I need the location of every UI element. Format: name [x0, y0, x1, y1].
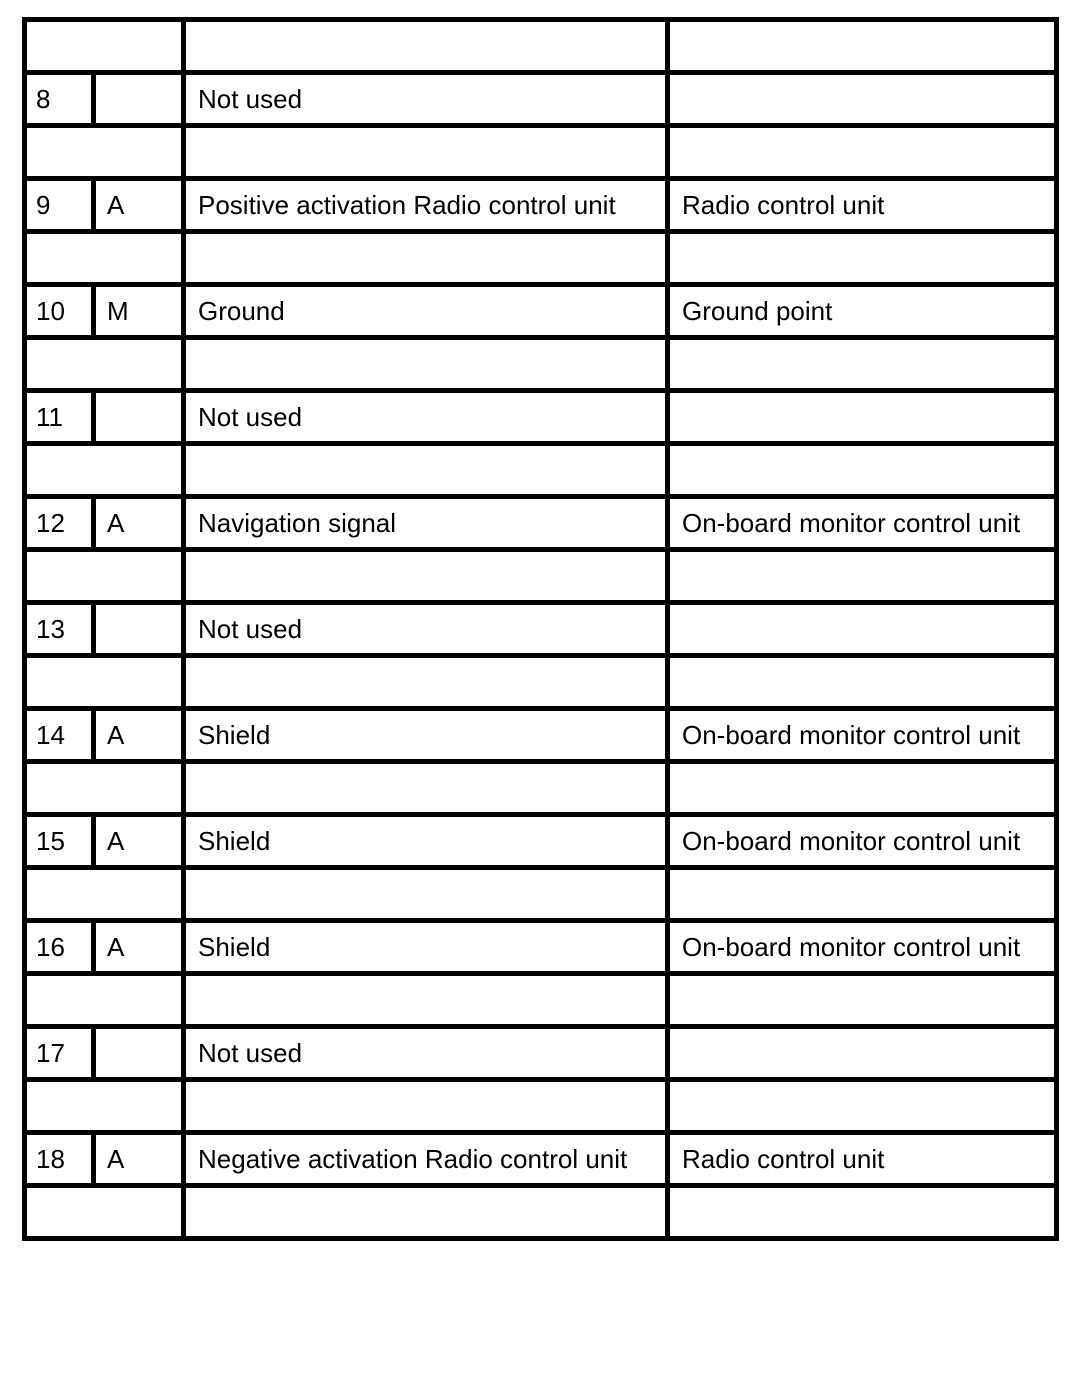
spacer-row [25, 762, 1057, 815]
spacer-cell [25, 974, 184, 1027]
description-cell: Negative activation Radio control unit [184, 1133, 668, 1186]
spacer-cell [668, 1186, 1057, 1239]
spacer-row [25, 338, 1057, 391]
spacer-cell [668, 550, 1057, 603]
spacer-cell [25, 1186, 184, 1239]
spacer-cell [184, 444, 668, 497]
connection-cell: On-board monitor control unit [668, 921, 1057, 974]
spacer-row [25, 868, 1057, 921]
pin-type-cell [94, 391, 184, 444]
spacer-cell [668, 20, 1057, 73]
spacer-cell [184, 974, 668, 1027]
spacer-cell [25, 656, 184, 709]
spacer-row [25, 550, 1057, 603]
description-cell: Shield [184, 921, 668, 974]
spacer-cell [25, 550, 184, 603]
spacer-cell [668, 1080, 1057, 1133]
table-row [25, 815, 1057, 868]
table-row [25, 179, 1057, 232]
pin-type-cell: M [94, 285, 184, 338]
spacer-cell [25, 868, 184, 921]
spacer-cell [184, 550, 668, 603]
connection-cell: On-board monitor control unit [668, 497, 1057, 550]
spacer-cell [668, 126, 1057, 179]
table-row [25, 1027, 1057, 1080]
table-row [25, 73, 1057, 126]
spacer-row [25, 444, 1057, 497]
table-row [25, 1133, 1057, 1186]
spacer-cell [184, 232, 668, 285]
description-cell: Positive activation Radio control unit [184, 179, 668, 232]
pin-type-cell [94, 1027, 184, 1080]
spacer-cell [184, 762, 668, 815]
spacer-cell [184, 20, 668, 73]
table-row [25, 603, 1057, 656]
spacer-row [25, 20, 1057, 73]
connection-cell: Radio control unit [668, 1133, 1057, 1186]
table-row [25, 497, 1057, 550]
description-cell: Ground [184, 285, 668, 338]
pin-number-cell: 16 [25, 921, 94, 974]
description-cell: Not used [184, 603, 668, 656]
spacer-cell [668, 974, 1057, 1027]
spacer-row [25, 1080, 1057, 1133]
table-body [25, 20, 1057, 1239]
pin-type-cell [94, 73, 184, 126]
spacer-cell [184, 868, 668, 921]
pin-type-cell: A [94, 815, 184, 868]
spacer-cell [668, 338, 1057, 391]
pin-assignment-table [22, 17, 1059, 1241]
pin-type-cell: A [94, 921, 184, 974]
spacer-cell [668, 444, 1057, 497]
spacer-cell [668, 762, 1057, 815]
spacer-cell [25, 1080, 184, 1133]
spacer-row [25, 1186, 1057, 1239]
description-cell: Not used [184, 73, 668, 126]
connection-cell [668, 391, 1057, 444]
spacer-row [25, 126, 1057, 179]
description-cell: Shield [184, 709, 668, 762]
description-cell: Not used [184, 391, 668, 444]
connection-cell [668, 603, 1057, 656]
connection-cell [668, 1027, 1057, 1080]
connection-cell [668, 73, 1057, 126]
spacer-cell [668, 232, 1057, 285]
spacer-cell [184, 338, 668, 391]
pin-number-cell: 14 [25, 709, 94, 762]
description-cell: Not used [184, 1027, 668, 1080]
spacer-cell [25, 232, 184, 285]
spacer-cell [184, 656, 668, 709]
connection-cell: On-board monitor control unit [668, 709, 1057, 762]
spacer-cell [25, 338, 184, 391]
description-cell: Shield [184, 815, 668, 868]
pin-number-cell: 12 [25, 497, 94, 550]
table-row [25, 391, 1057, 444]
pin-number-cell: 9 [25, 179, 94, 232]
pin-number-cell: 17 [25, 1027, 94, 1080]
spacer-cell [25, 126, 184, 179]
spacer-row [25, 656, 1057, 709]
description-cell: Navigation signal [184, 497, 668, 550]
spacer-cell [184, 1186, 668, 1239]
connection-cell: Radio control unit [668, 179, 1057, 232]
pin-number-cell: 10 [25, 285, 94, 338]
connection-cell: On-board monitor control unit [668, 815, 1057, 868]
spacer-cell [668, 868, 1057, 921]
spacer-cell [184, 126, 668, 179]
pin-type-cell: A [94, 709, 184, 762]
connection-cell: Ground point [668, 285, 1057, 338]
pin-type-cell: A [94, 497, 184, 550]
spacer-row [25, 232, 1057, 285]
spacer-cell [25, 20, 184, 73]
spacer-cell [25, 762, 184, 815]
pin-number-cell: 18 [25, 1133, 94, 1186]
table-row [25, 709, 1057, 762]
pin-number-cell: 15 [25, 815, 94, 868]
table-row [25, 285, 1057, 338]
pin-number-cell: 13 [25, 603, 94, 656]
pin-number-cell: 11 [25, 391, 94, 444]
spacer-cell [668, 656, 1057, 709]
pin-number-cell: 8 [25, 73, 94, 126]
spacer-cell [184, 1080, 668, 1133]
spacer-cell [25, 444, 184, 497]
table-row [25, 921, 1057, 974]
pin-type-cell [94, 603, 184, 656]
pin-type-cell: A [94, 1133, 184, 1186]
spacer-row [25, 974, 1057, 1027]
pin-type-cell: A [94, 179, 184, 232]
